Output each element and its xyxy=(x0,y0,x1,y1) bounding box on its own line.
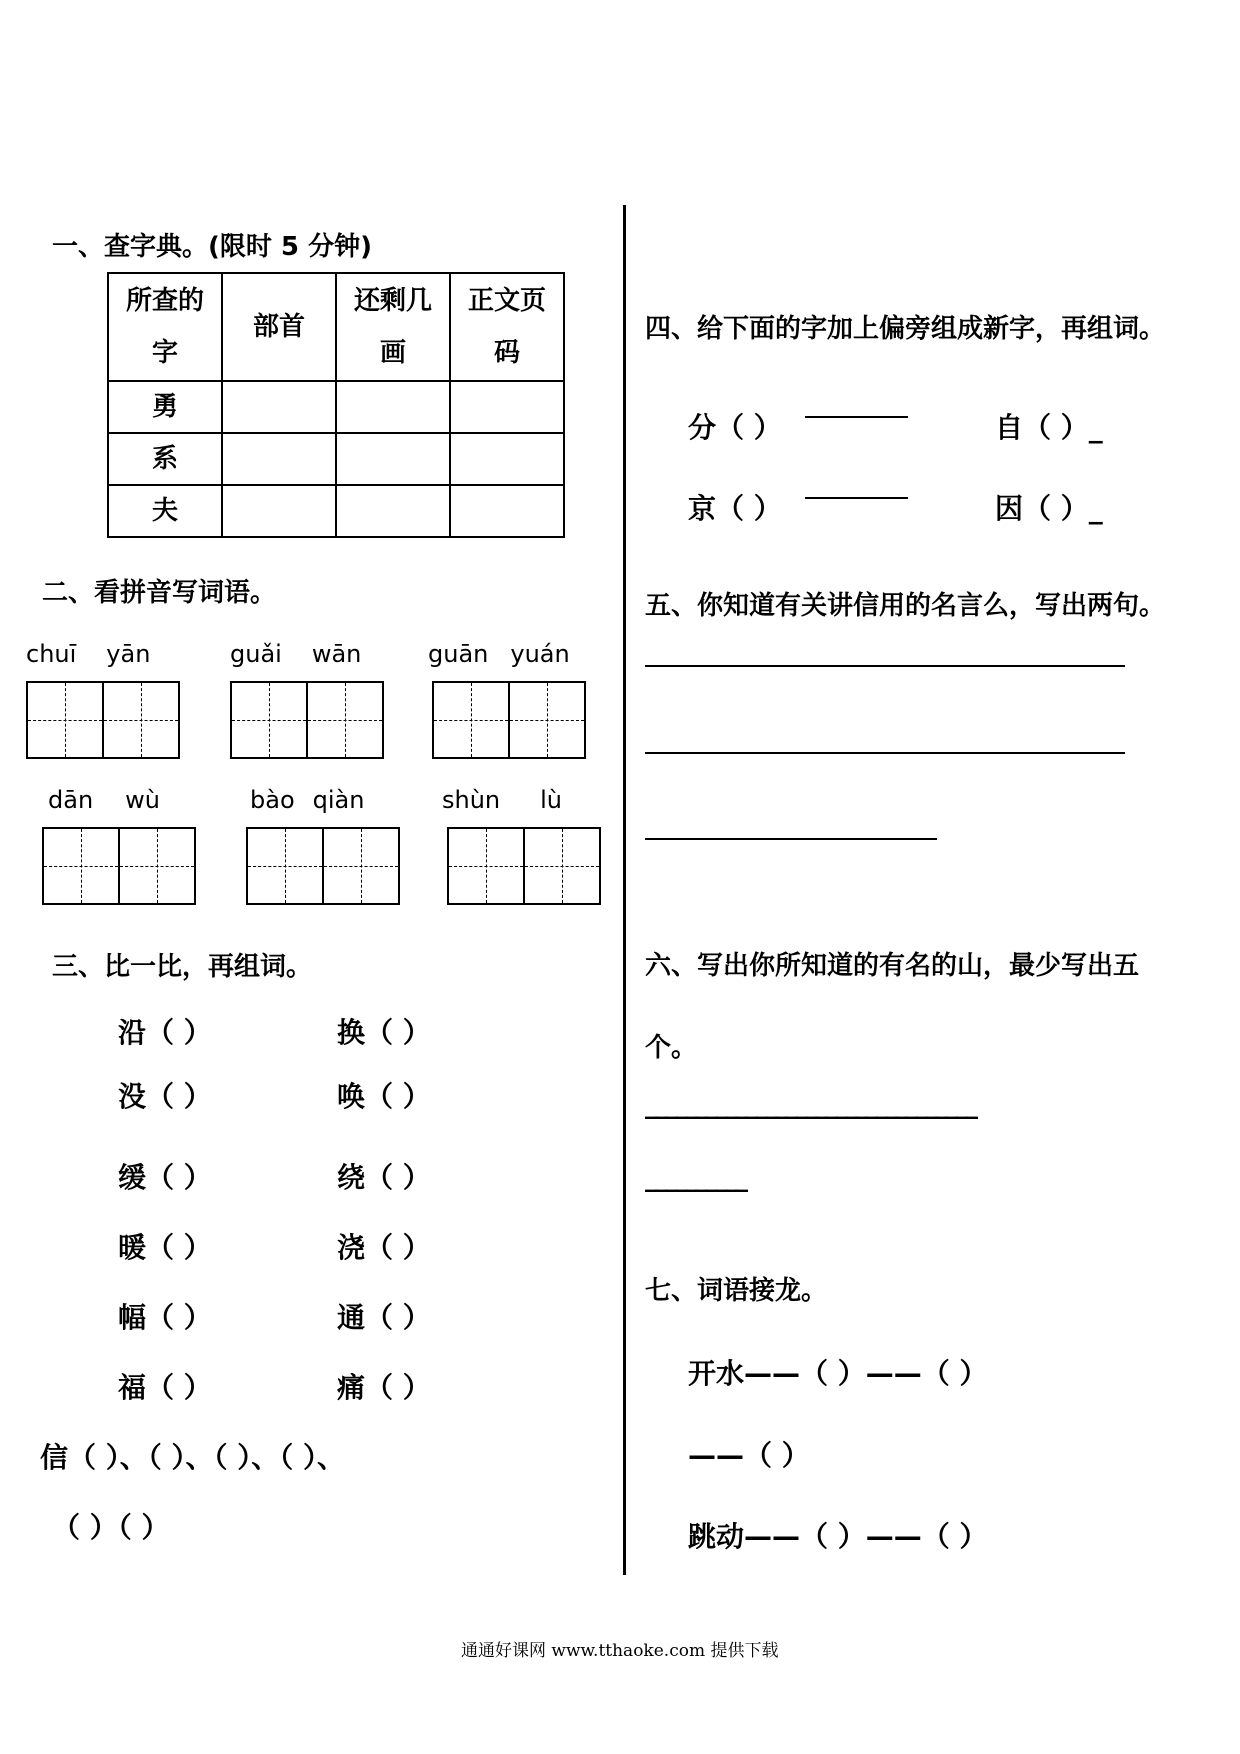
writing-grid[interactable] xyxy=(432,681,586,759)
word-chain-line: 跳动——（ ）——（ ） xyxy=(688,1520,988,1553)
xin-line: （ ）（ ） xyxy=(52,1511,170,1544)
writing-grid[interactable] xyxy=(230,681,384,759)
table-cell-blank[interactable] xyxy=(450,381,564,433)
word-chain-line: 开水——（ ）——（ ） xyxy=(688,1357,988,1390)
compare-item: 沿（ ） xyxy=(118,1016,212,1049)
table-cell-blank[interactable] xyxy=(222,433,336,485)
table-cell-blank[interactable] xyxy=(336,381,450,433)
section6-title: 六、写出你所知道的有名的山，最少写出五 xyxy=(645,951,1140,981)
pinyin-label: chuī yān xyxy=(26,640,151,668)
table-header: 正文页码 xyxy=(450,273,564,381)
radical-item: 自（ ）_ xyxy=(995,411,1103,444)
pinyin-label: guǎi wān xyxy=(230,640,362,668)
section1-title: 一、查字典。(限时 5 分钟) xyxy=(52,232,372,262)
table-header: 部首 xyxy=(222,273,336,381)
table-header: 还剩几画 xyxy=(336,273,450,381)
pinyin-label: dān wù xyxy=(48,786,160,814)
pinyin-label: shùn lù xyxy=(442,786,563,814)
writing-grid[interactable] xyxy=(246,827,400,905)
writing-grid[interactable] xyxy=(42,827,196,905)
pinyin-label: guān yuán xyxy=(428,640,570,668)
dash-answer-line[interactable]: __________ xyxy=(645,1163,745,1193)
table-cell-blank[interactable] xyxy=(450,433,564,485)
table-cell-blank[interactable] xyxy=(222,485,336,537)
section4-title: 四、给下面的字加上偏旁组成新字，再组词。 xyxy=(645,314,1166,344)
answer-line[interactable] xyxy=(645,838,937,840)
radical-item: 因（ ）_ xyxy=(995,492,1103,525)
compare-item: 福（ ） xyxy=(118,1371,212,1404)
section5-title: 五、你知道有关讲信用的名言么，写出两句。 xyxy=(645,591,1166,621)
table-header: 所查的字 xyxy=(108,273,222,381)
dictionary-table xyxy=(107,272,565,538)
table-cell-char: 勇 xyxy=(108,381,222,433)
answer-line[interactable] xyxy=(805,497,908,499)
section7-title: 七、词语接龙。 xyxy=(645,1276,828,1306)
compare-item: 没（ ） xyxy=(118,1080,212,1113)
pinyin-label: bào qiàn xyxy=(250,786,365,814)
table-cell-blank[interactable] xyxy=(450,485,564,537)
section6-title-cont: 个。 xyxy=(645,1033,698,1063)
compare-item: 换（ ） xyxy=(337,1016,431,1049)
radical-item: 京（ ） xyxy=(688,492,782,525)
compare-item: 痛（ ） xyxy=(337,1371,431,1404)
answer-line[interactable] xyxy=(805,416,908,418)
answer-line[interactable] xyxy=(645,752,1125,754)
compare-item: 缓（ ） xyxy=(118,1161,212,1194)
word-chain-line: ——（ ） xyxy=(688,1439,810,1472)
table-cell-blank[interactable] xyxy=(336,485,450,537)
section3-title: 三、比一比，再组词。 xyxy=(52,952,313,982)
answer-line[interactable] xyxy=(645,665,1125,667)
table-cell-blank[interactable] xyxy=(336,433,450,485)
table-cell-char: 系 xyxy=(108,433,222,485)
xin-line: 信（ ）、（ ）、（ ）、（ ）、 xyxy=(40,1441,345,1474)
compare-item: 浇（ ） xyxy=(337,1231,431,1264)
table-cell-blank[interactable] xyxy=(222,381,336,433)
table-cell-char: 夫 xyxy=(108,485,222,537)
section2-title: 二、看拼音写词语。 xyxy=(42,578,277,608)
compare-item: 通（ ） xyxy=(337,1301,431,1334)
compare-item: 幅（ ） xyxy=(118,1301,212,1334)
compare-item: 绕（ ） xyxy=(337,1161,431,1194)
writing-grid[interactable] xyxy=(26,681,180,759)
compare-item: 唤（ ） xyxy=(337,1080,431,1113)
radical-item: 分（ ） xyxy=(688,411,782,444)
column-divider xyxy=(623,205,626,1575)
compare-item: 暖（ ） xyxy=(118,1231,212,1264)
footer-text: 通通好课网 www.tthaoke.com 提供下载 xyxy=(461,1641,779,1661)
dash-answer-line[interactable]: _________________________________ xyxy=(645,1090,975,1120)
writing-grid[interactable] xyxy=(447,827,601,905)
